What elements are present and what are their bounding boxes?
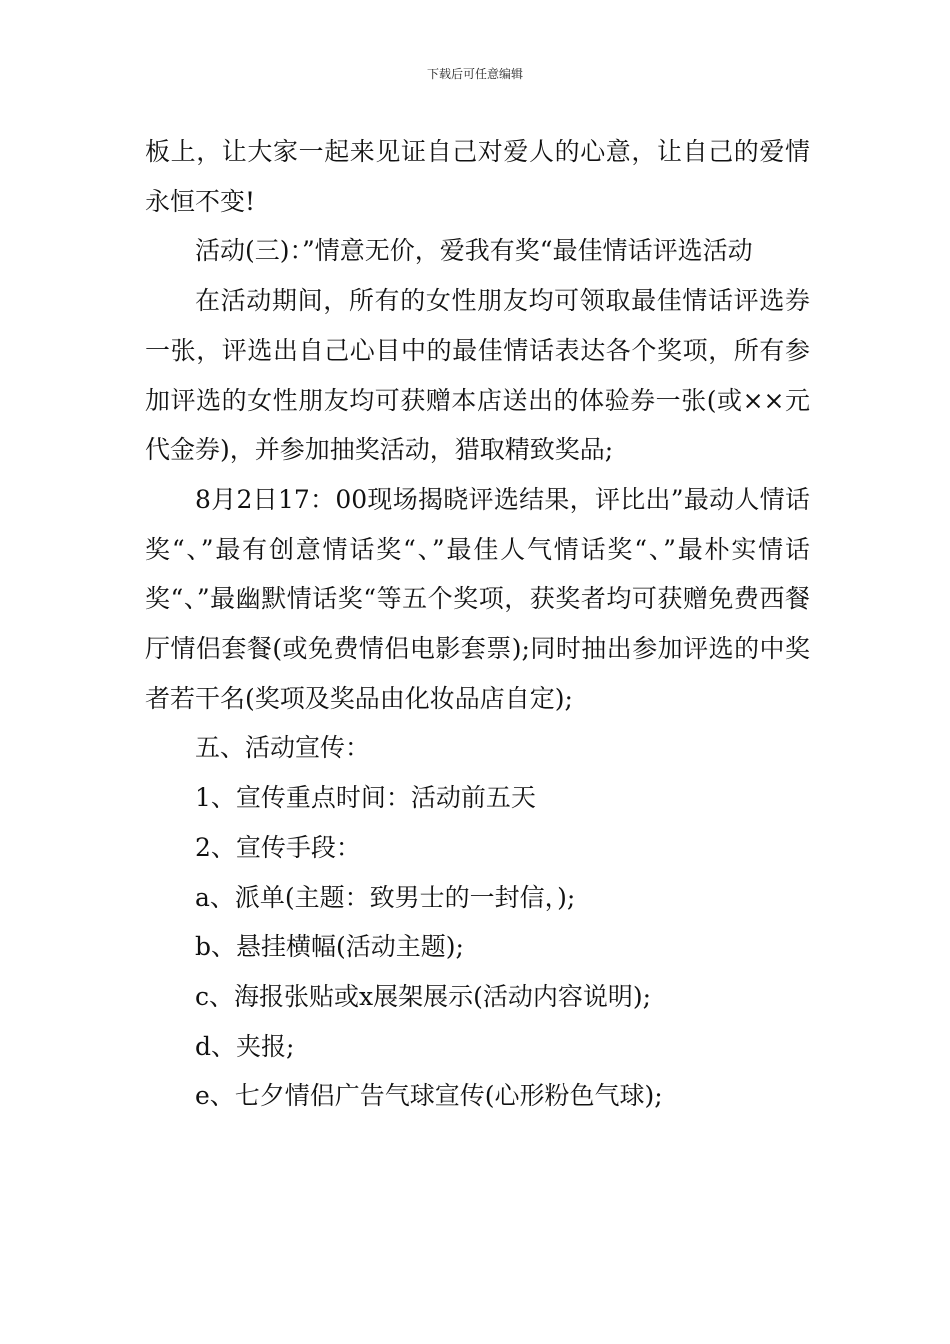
paragraph-3: 在活动期间，所有的女性朋友均可领取最佳情话评选券一张，评选出自己心目中的最佳情话表达各个奖项，所有参加评选的女性朋友均可获赠本店送出的体验券一张(或××元代金券)，并参加抽奖活动，猎取精致奖品; — [145, 286, 810, 465]
page-header: 下载后可任意编辑 — [426, 67, 523, 81]
list-item-d: d、夹报; — [195, 1031, 295, 1061]
section-heading-promotion: 五、活动宣传： — [195, 733, 371, 763]
list-item-e: e、七夕情侣广告气球宣传(心形粉色气球); — [195, 1081, 663, 1111]
document-body — [145, 127, 810, 1121]
list-item-c: c、海报张贴或x展架展示(活动内容说明); — [195, 981, 652, 1011]
paragraph-1: 板上，让大家一起来见证自己对爱人的心意，让自己的爱情永恒不变! — [145, 137, 810, 216]
paragraph-4: 8月2日17：00现场揭晓评选结果，评比出”最动人情话奖“、”最有创意情话奖“、”最佳人气情话奖“、”最朴实情话奖“、”最幽默情话奖“等五个奖项，获奖者均可获赠免费西餐厅情侣套餐(或免费情侣电影套票);同时抽出参加评选的中奖者若干名(奖项及奖品由化妆品店自定); — [145, 484, 810, 713]
list-item-2: 2、宣传手段： — [195, 832, 361, 862]
list-item-1: 1、宣传重点时间：活动前五天 — [195, 783, 536, 813]
list-item-a: a、派单(主题：致男士的一封信，); — [195, 882, 576, 912]
paragraph-2: 活动(三)：”情意无价，爱我有奖“最佳情话评选活动 — [195, 236, 753, 266]
list-item-b: b、悬挂横幅(活动主题); — [195, 932, 464, 962]
